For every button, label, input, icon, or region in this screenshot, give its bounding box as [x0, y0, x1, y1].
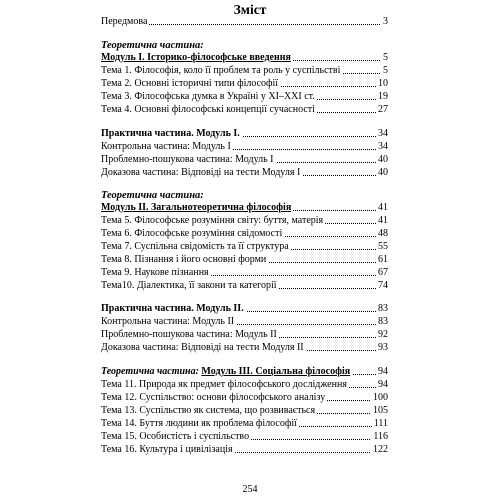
toc-entry[interactable] — [101, 392, 388, 404]
toc-entry-title: Тема10. Діалектика, її закони та категорії — [101, 280, 277, 291]
toc-entry-page: 41 — [378, 202, 388, 213]
toc-entry-page: 94 — [378, 379, 388, 390]
toc-entry[interactable] — [101, 405, 388, 417]
toc-module-title: Практична частина. Модуль І. — [101, 128, 240, 139]
section-heading: Теоретична частина: — [101, 40, 204, 51]
toc-entry-title: Тема 9. Наукове пізнання — [101, 267, 209, 278]
toc-entry-title: Доказова частина: Відповіді на тести Модуля ІІ — [101, 342, 304, 353]
toc-entry-page: 48 — [378, 228, 388, 239]
toc-entry[interactable] — [101, 267, 388, 279]
toc-entry[interactable] — [101, 329, 388, 341]
toc-entry-title: Тема 7. Суспільна свідомість та її структура — [101, 241, 289, 252]
toc-entry-page: 40 — [378, 154, 388, 165]
toc-entry-page: 94 — [378, 366, 388, 377]
toc-entry[interactable] — [101, 228, 388, 240]
toc-entry-page: 34 — [378, 141, 388, 152]
toc-entry-title: Тема 1. Філософія, коло її проблем та роль у суспільстві — [101, 65, 341, 76]
toc-entry-page: 3 — [383, 16, 388, 27]
toc-entry[interactable] — [101, 141, 388, 153]
toc-entry[interactable] — [101, 379, 388, 391]
toc-entry[interactable] — [101, 65, 388, 77]
toc-entry[interactable] — [101, 215, 388, 227]
toc-entry-page: 116 — [373, 431, 388, 442]
toc-entry-page: 105 — [373, 405, 388, 416]
toc-entry-page: 19 — [378, 91, 388, 102]
toc-entry-page: 55 — [378, 241, 388, 252]
toc-entry-title: Тема 8. Пізнання і його основні форми — [101, 254, 267, 265]
section-heading-inline: Теоретична частина: — [101, 366, 199, 377]
toc-entry-title: Тема 13. Суспільство як система, що розвивається — [101, 405, 316, 416]
toc-entry-page: 5 — [383, 65, 388, 76]
toc-entry-title: Доказова частина: Відповіді на тести Модуля І — [101, 167, 301, 178]
toc-module-2[interactable] — [101, 202, 388, 214]
toc-module-title — [101, 366, 352, 378]
toc-entry[interactable] — [101, 91, 388, 103]
toc-module-title: Модуль І. Історико-філософське введення — [101, 52, 291, 63]
toc-entry-page: 83 — [378, 316, 388, 327]
toc-entry-page: 5 — [383, 52, 388, 63]
toc-entry-title: Контрольна частина: Модуль ІІ — [101, 316, 235, 327]
toc-entry-title: Тема 6. Філософське розуміння свідомості — [101, 228, 283, 239]
toc-entry-page: 100 — [373, 392, 388, 403]
toc-entry-title: Тема 2. Основні історичні типи філософії — [101, 78, 279, 89]
toc-entry[interactable] — [101, 241, 388, 253]
toc-entry-title: Контрольна частина: Модуль І — [101, 141, 231, 152]
toc-entry[interactable] — [101, 280, 388, 292]
toc-entry-page: 41 — [378, 215, 388, 226]
toc-entry-page: 67 — [378, 267, 388, 278]
toc-module-name: Модуль ІІІ. Соціальна філософія — [201, 366, 351, 377]
toc-entry[interactable] — [101, 154, 388, 166]
toc-entry[interactable] — [101, 254, 388, 266]
toc-entry-preface[interactable] — [101, 16, 388, 28]
toc-entry-title: Проблемно-пошукова частина: Модуль ІІ — [101, 329, 277, 340]
toc-entry-page: 83 — [378, 303, 388, 314]
toc-entry[interactable] — [101, 444, 388, 456]
toc-module-1[interactable] — [101, 52, 388, 64]
toc-entry[interactable] — [101, 104, 388, 116]
toc-module-title: Модуль ІІ. Загальнотеоретична філософія — [101, 202, 292, 213]
toc-entry-page: 34 — [378, 128, 388, 139]
toc-entry-page: 93 — [378, 342, 388, 353]
page-number: 254 — [242, 484, 258, 495]
toc-entry-page: 122 — [373, 444, 388, 455]
toc-entry[interactable] — [101, 316, 388, 328]
toc-entry-page: 111 — [373, 418, 388, 429]
toc-entry[interactable] — [101, 431, 388, 443]
toc-module-title: Практична частина. Модуль ІІ. — [101, 303, 244, 314]
toc-module-3[interactable] — [101, 366, 388, 378]
toc-entry-page: 61 — [378, 254, 388, 265]
toc-entry-title: Тема 3. Філософська думка в Україні у ХІ–ХХІ ст. — [101, 91, 315, 102]
section-heading: Теоретична частина: — [101, 190, 204, 201]
toc-entry-title: Тема 15. Особистість і суспільство — [101, 431, 250, 442]
toc-entry-title: Проблемно-пошукова частина: Модуль І — [101, 154, 274, 165]
toc-entry[interactable] — [101, 342, 388, 354]
toc-entry-title: Тема 12. Суспільство: основи філософського аналізу — [101, 392, 326, 403]
toc-entry-title: Тема 14. Буття людини як проблема філософії — [101, 418, 297, 429]
toc-module-practical-2[interactable] — [101, 303, 388, 315]
page-title: Зміст — [233, 2, 267, 17]
toc-entry-page: 27 — [378, 104, 388, 115]
toc-entry-page: 10 — [378, 78, 388, 89]
toc-entry[interactable] — [101, 167, 388, 179]
toc-module-practical-1[interactable] — [101, 128, 388, 140]
toc-entry-page: 40 — [378, 167, 388, 178]
toc-entry[interactable] — [101, 418, 388, 430]
toc-entry-title: Передмова — [101, 16, 148, 27]
toc-entry-title: Тема 4. Основні філософські концепції сучасності — [101, 104, 315, 115]
toc-entry-title: Тема 5. Філософське розуміння світу: буття, матерія — [101, 215, 324, 226]
toc-entry-page: 92 — [378, 329, 388, 340]
toc-entry[interactable] — [101, 78, 388, 90]
toc-entry-title: Тема 16. Культура і цивілізація — [101, 444, 233, 455]
toc-entry-title: Тема 11. Природа як предмет філософського дослідження — [101, 379, 347, 390]
toc-entry-page: 74 — [378, 280, 388, 291]
